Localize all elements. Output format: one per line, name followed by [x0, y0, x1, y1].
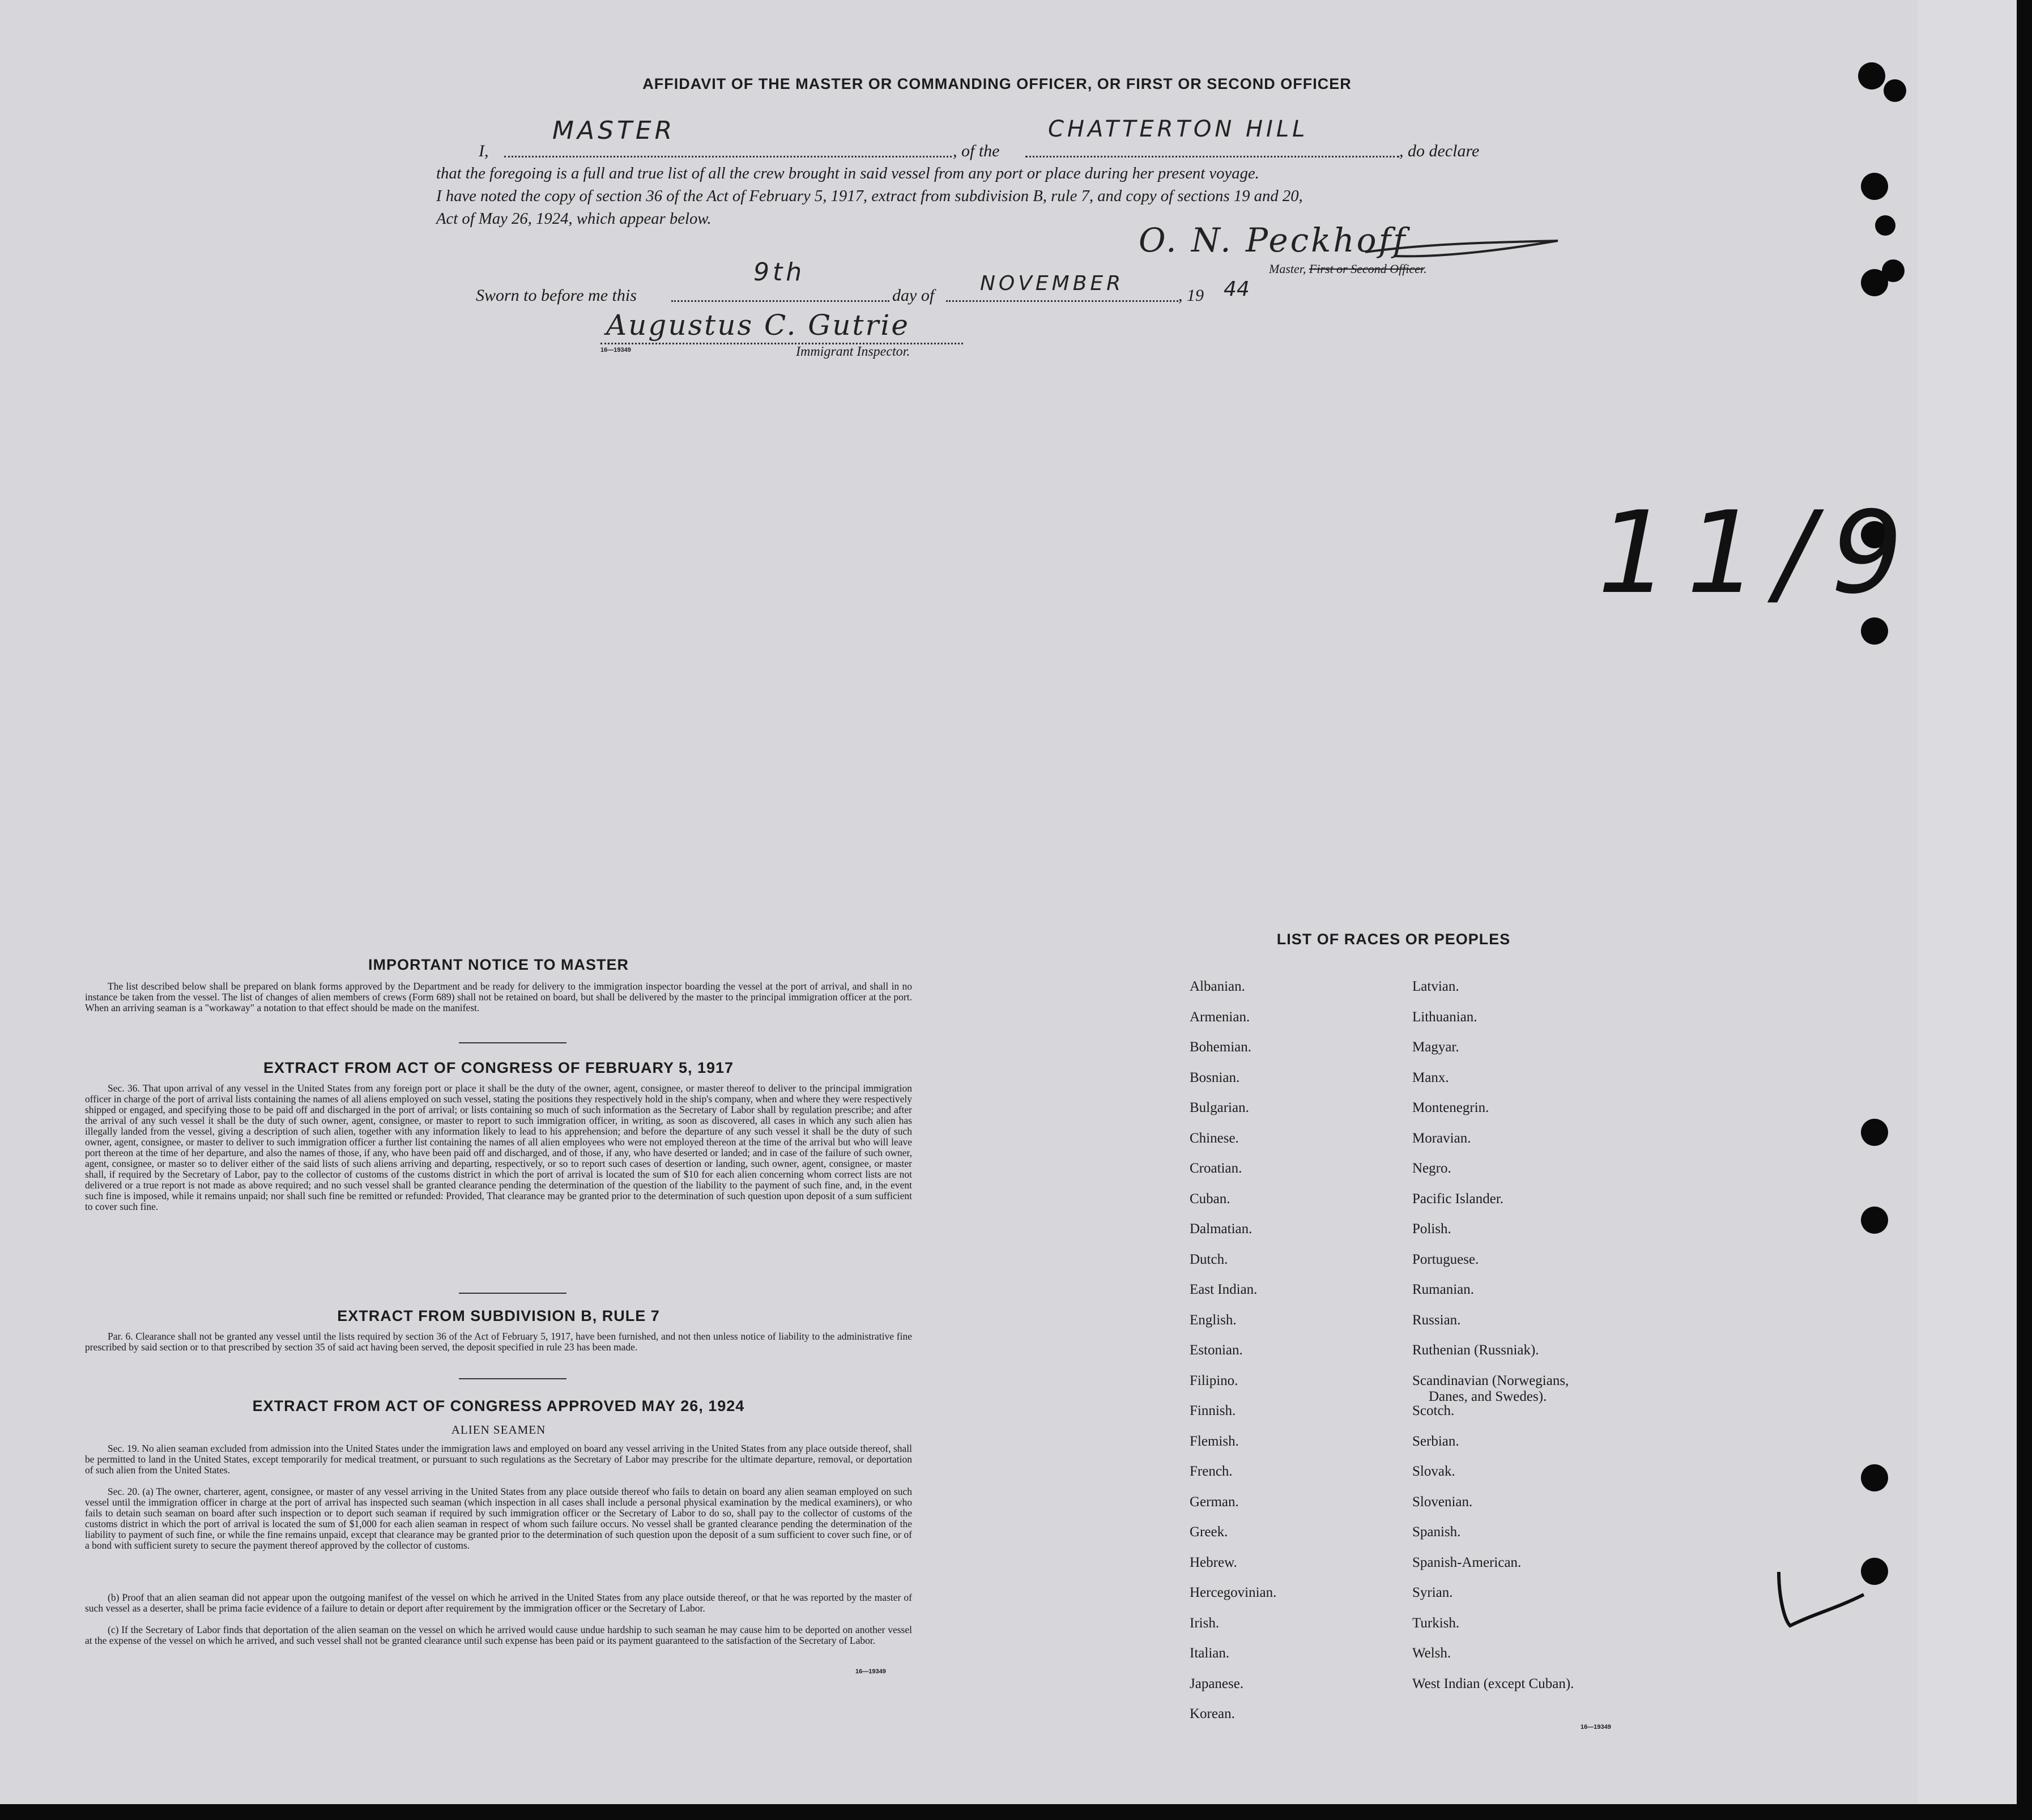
extract-1917-text: Sec. 36. That upon arrival of any vessel in the United States from any foreign port or place it shall be the duty of the owner, agent, consignee, or master thereof to deliver to the principal immigration officer in charge of the port of arrival lists containing the names of all aliens employed on such vessel, stating the positions they respectively hold in the ship's company, when and where they were respectively shipped or engaged, and specifying those to be paid off and discharged in the port of arrival; or lists containing so much of such information as the Secretary of Labor shall by regulation prescribe; and after the arrival of any such vessel it shall be the duty of such owner, agent, consignee, or master to report to such immigration officer, in writing, as soon as discovered, all cases in which any such alien has illegally landed from the vessel, giving a description of such alien, together with any information likely to lead to his apprehension; and before the departure of any such vessel it shall be the duty of such owner, agent, consignee, or master to deliver to such immigration officer a further list containing the names of all alien employees who were not employed thereon at the time of the arrival but who will leave port thereon at the time of her departure, and also the names of those, if any, who have been paid off and discharged, and of those, if any, who have deserted or landed; and in case of the failure of such owner, agent, consignee, or master so to deliver either of the said lists of such aliens arriving and departing, respectively, or so to report such cases of desertion or landing, such owner, agent, consignee, or master shall, if required by the Secretary of Labor, pay to the collector of customs of the customs district in which the port of arrival is located the sum of $10 for each alien concerning whom correct lists are not delivered or a true report is not made as above required; and no such vessel shall be granted clearance pending the determination of the question of the liability to the payment of such fine, and, in the event such fine is imposed, while it remains unpaid; nor shall such fine be remitted or refunded: Provided, That clearance may be granted prior to the determination of such question upon deposit of a sum sufficient to cover such fine.	[85, 1082, 912, 1212]
race-item: Latvian.	[1412, 979, 1459, 994]
officer-blank	[504, 156, 952, 157]
race-item: Moravian.	[1412, 1130, 1471, 1146]
divider	[459, 1042, 566, 1043]
race-item: West Indian (except Cuban).	[1412, 1676, 1574, 1691]
race-item: Danes, and Swedes).	[1429, 1388, 1547, 1404]
race-item: Turkish.	[1412, 1615, 1460, 1631]
race-item: Ruthenian (Russniak).	[1412, 1342, 1539, 1358]
race-item: Scandinavian (Norwegians,	[1412, 1373, 1569, 1388]
rule-7-text: Par. 6. Clearance shall not be granted any vessel until the lists required by section 36 of the Act of February 5, 1917, have been furnished, and not then unless notice of liability to the administrative fine prescribed by said section or to that prescribed by section 35 of said act having been served, the deposit specified in rule 23 has been made.	[85, 1331, 912, 1353]
races-title: LIST OF RACES OR PEOPLES	[1276, 931, 1511, 948]
race-item: Bulgarian.	[1190, 1100, 1249, 1115]
master-label-row: Master, First or Second Officer.	[1269, 262, 1427, 276]
sworn-label: Sworn to before me this	[476, 286, 637, 305]
notice-text: The list described below shall be prepared on blank forms approved by the Department and be ready for delivery to the immigration inspector boarding the vessel at the port of arrival, and shall in no instance be taken from the vessel. The list of changes of alien members of crews (Form 689) shall not be retained on board, but shall be delivered by the master to the principal immigration officer at the port. When an arriving seaman is a "workaway" a notation to that effect should be made on the manifest.	[85, 981, 912, 1013]
race-item: Dalmatian.	[1190, 1221, 1253, 1237]
divider	[459, 1378, 566, 1379]
extract-1924-subtitle: ALIEN SEAMEN	[451, 1423, 546, 1437]
extract-form-number: 16—19349	[855, 1668, 886, 1675]
race-item: Greek.	[1190, 1524, 1228, 1540]
binder-hole	[1861, 1119, 1888, 1146]
handwritten-officer: MASTER	[552, 116, 676, 145]
race-item: English.	[1190, 1312, 1237, 1328]
binder-hole	[1882, 259, 1905, 282]
master-label: Master,	[1269, 262, 1309, 276]
race-item: Slovenian.	[1412, 1494, 1473, 1510]
race-item: Scotch.	[1412, 1403, 1455, 1418]
master-signature: O. N. Peckhoff	[1139, 221, 1408, 259]
race-item: Chinese.	[1190, 1130, 1239, 1146]
race-item: Hercegovinian.	[1190, 1585, 1277, 1600]
binder-hole	[1858, 62, 1885, 89]
race-item: Serbian.	[1412, 1433, 1459, 1449]
race-item: Finnish.	[1190, 1403, 1236, 1418]
section-20c-text: (c) If the Secretary of Labor finds that deportation of the alien seaman on the vessel on which he arrived would cause undue hardship to such seaman he may cause him to be deported on another vessel at the expense of the vessel on which he arrived, and such vessel shall not be granted clearance until such expense has been paid or its payment guaranteed to the satisfaction of the Secretary of Labor.	[85, 1624, 912, 1646]
race-item: Manx.	[1412, 1069, 1449, 1085]
race-item: East Indian.	[1190, 1282, 1258, 1297]
race-item: Slovak.	[1412, 1464, 1455, 1479]
race-item: Italian.	[1190, 1646, 1230, 1661]
races-form-number: 16—19349	[1581, 1724, 1611, 1731]
binder-hole	[1861, 1464, 1888, 1491]
vessel-blank	[1025, 156, 1399, 157]
affidavit-title: AFFIDAVIT OF THE MASTER OR COMMANDING OFFICER, OR FIRST OR SECOND OFFICER	[642, 75, 1352, 92]
race-item: Albanian.	[1190, 979, 1245, 994]
section-19-text: Sec. 19. No alien seaman excluded from admission into the United States under the immigration laws and employed on board any vessel arriving in the United States from any place outside thereof, shall be permitted to land in the United States, except temporarily for medical treatment, or pursuant to such regulations as the Secretary of Labor may prescribe for the ultimate departure, removal, or deportation of such alien from the United States.	[85, 1443, 912, 1476]
binder-hole	[1884, 79, 1906, 102]
race-item: Syrian.	[1412, 1585, 1453, 1600]
race-item: French.	[1190, 1464, 1233, 1479]
binder-hole	[1861, 617, 1888, 645]
year-prefix: , 19	[1178, 286, 1204, 305]
extract-1917-title: EXTRACT FROM ACT OF CONGRESS OF FEBRUARY 5, 1917	[263, 1059, 734, 1076]
race-item: Welsh.	[1412, 1646, 1451, 1661]
handwritten-day: 9th	[753, 258, 806, 287]
affidavit-line-2: that the foregoing is a full and true list of all the crew brought in said vessel from any port or place during her present voyage.	[436, 164, 1259, 182]
margin-checkmark	[1767, 1563, 1869, 1637]
margin-note: 11/9	[1598, 487, 1920, 619]
race-item: Korean.	[1190, 1706, 1235, 1721]
rule-7-title: EXTRACT FROM SUBDIVISION B, RULE 7	[337, 1307, 660, 1324]
day-blank	[671, 300, 889, 302]
race-item: Magyar.	[1412, 1039, 1459, 1055]
affidavit-intro: I,	[479, 142, 489, 160]
race-item: Rumanian.	[1412, 1282, 1475, 1297]
race-item: Filipino.	[1190, 1373, 1238, 1388]
race-item: Polish.	[1412, 1221, 1451, 1237]
of-the-label: , of the	[953, 142, 1000, 160]
inspector-signature: Augustus C. Gutrie	[606, 309, 910, 342]
race-item: Armenian.	[1190, 1009, 1250, 1025]
handwritten-vessel-name: CHATTERTON HILL	[1048, 116, 1309, 142]
affidavit-line-4: Act of May 26, 1924, which appear below.	[436, 210, 712, 228]
race-item: Bohemian.	[1190, 1039, 1252, 1055]
race-item: Montenegrin.	[1412, 1100, 1489, 1115]
race-item: German.	[1190, 1494, 1239, 1510]
page-margin-strip	[1918, 0, 2017, 1804]
binder-hole	[1861, 173, 1888, 200]
handwritten-year: 44	[1224, 278, 1250, 301]
binder-hole	[1861, 1207, 1888, 1234]
race-item: Portuguese.	[1412, 1251, 1479, 1267]
extract-1924-title: EXTRACT FROM ACT OF CONGRESS APPROVED MAY 26, 1924	[252, 1397, 745, 1414]
race-item: Bosnian.	[1190, 1069, 1240, 1085]
inspector-form-number: 16—19349	[600, 347, 631, 353]
race-item: Irish.	[1190, 1615, 1220, 1631]
race-item: Flemish.	[1190, 1433, 1239, 1449]
race-item: Estonian.	[1190, 1342, 1243, 1358]
race-item: Negro.	[1412, 1161, 1451, 1176]
race-item: Russian.	[1412, 1312, 1461, 1328]
race-item: Cuban.	[1190, 1191, 1230, 1207]
race-item: Hebrew.	[1190, 1554, 1237, 1570]
section-20b-text: (b) Proof that an alien seaman did not appear upon the outgoing manifest of the vessel on which he arrived in the United States from any place outside thereof, or that he was reported by the master of such vessel as a deserter, shall be prima facie evidence of a failure to detain or deport after requirement by the immigration officer or the Secretary of Labor.	[85, 1592, 912, 1614]
race-item: Spanish-American.	[1412, 1554, 1522, 1570]
inspector-label: Immigrant Inspector.	[796, 344, 910, 359]
race-item: Japanese.	[1190, 1676, 1244, 1691]
notice-title: IMPORTANT NOTICE TO MASTER	[368, 956, 629, 973]
race-item: Spanish.	[1412, 1524, 1461, 1540]
month-blank	[946, 300, 1178, 302]
race-item: Croatian.	[1190, 1161, 1242, 1176]
race-item: Dutch.	[1190, 1251, 1228, 1267]
day-of-label: day of	[892, 286, 935, 305]
race-item: Lithuanian.	[1412, 1009, 1477, 1025]
do-declare-label: , do declare	[1399, 142, 1480, 160]
race-item: Pacific Islander.	[1412, 1191, 1504, 1207]
divider	[459, 1293, 566, 1294]
section-20a-text: Sec. 20. (a) The owner, charterer, agent, consignee, or master of any vessel arriving in the United States from any place outside thereof who fails to detain on board any alien seaman employed on such vessel until the immigration officer in charge at the port of arrival has inspected such seaman (which inspection in all cases shall include a personal physical examination by the medical examiners), or who fails to detain such seaman on board after such inspection or to deport such seaman if required by such immigration officer or the Secretary of Labor to do so, shall pay to the collector of customs of the customs district in which the port of arrival is located the sum of $1,000 for each alien seaman in respect of whom such failure occurs. No vessel shall be granted clearance pending the determination of the liability to payment of such fine, or while the fine remains unpaid, except that clearance may be granted prior to the determination of such question upon the deposit of a sum sufficient to cover such fine, or of a bond with sufficient surety to secure the payment thereof approved by the collector of customs.	[85, 1486, 912, 1551]
handwritten-month: NOVEMBER	[980, 272, 1124, 295]
binder-hole	[1875, 215, 1895, 236]
signature-flourish	[1360, 227, 1564, 266]
affidavit-line-3: I have noted the copy of section 36 of the Act of February 5, 1917, extract from subdivision B, rule 7, and copy of sections 19 and 20,	[436, 187, 1303, 205]
struck-officer-label: First or Second Officer	[1309, 262, 1424, 276]
